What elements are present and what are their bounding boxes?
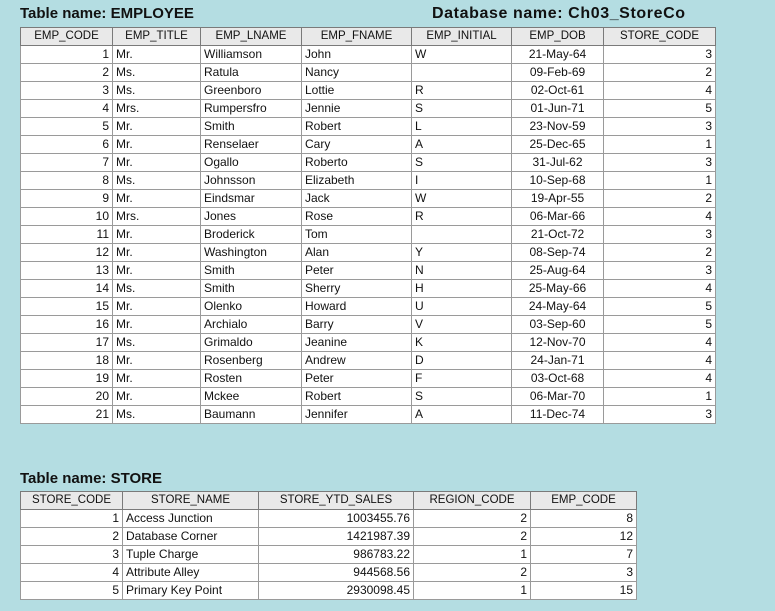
cell-store-code: 3 — [604, 154, 716, 172]
cell-emp-initial — [412, 226, 512, 244]
cell-emp-lname: Ratula — [201, 64, 302, 82]
cell-emp-initial: S — [412, 154, 512, 172]
cell-emp-title: Mr. — [113, 316, 201, 334]
cell-store-code: 3 — [21, 546, 123, 564]
cell-store-code: 2 — [604, 64, 716, 82]
cell-emp-lname: Eindsmar — [201, 190, 302, 208]
store-table-caption: Table name: STORE — [20, 470, 162, 487]
cell-emp-code: 18 — [21, 352, 113, 370]
column-header-emp-lname: EMP_LNAME — [201, 28, 302, 46]
table-row — [21, 136, 716, 154]
cell-emp-initial: F — [412, 370, 512, 388]
cell-region-code: 2 — [414, 564, 531, 582]
cell-store-code: 1 — [604, 136, 716, 154]
cell-emp-code: 8 — [21, 172, 113, 190]
cell-emp-code: 20 — [21, 388, 113, 406]
table-row — [21, 280, 716, 298]
cell-store-name: Primary Key Point — [123, 582, 259, 600]
column-header-emp-dob: EMP_DOB — [512, 28, 604, 46]
cell-emp-initial: I — [412, 172, 512, 190]
table-row — [21, 262, 716, 280]
cell-emp-title: Mr. — [113, 190, 201, 208]
cell-emp-code: 14 — [21, 280, 113, 298]
cell-emp-lname: Rosenberg — [201, 352, 302, 370]
cell-emp-code: 5 — [21, 118, 113, 136]
cell-region-code: 1 — [414, 546, 531, 564]
cell-emp-lname: Williamson — [201, 46, 302, 64]
table-row — [21, 334, 716, 352]
cell-emp-fname: Howard — [302, 298, 412, 316]
cell-emp-code: 2 — [21, 64, 113, 82]
store-table-body — [21, 510, 637, 600]
cell-region-code: 2 — [414, 510, 531, 528]
cell-store-code: 4 — [604, 280, 716, 298]
cell-emp-code: 12 — [531, 528, 637, 546]
cell-emp-code: 11 — [21, 226, 113, 244]
cell-emp-code: 3 — [531, 564, 637, 582]
cell-emp-code: 21 — [21, 406, 113, 424]
cell-emp-code: 8 — [531, 510, 637, 528]
cell-emp-dob: 25-Dec-65 — [512, 136, 604, 154]
cell-emp-code: 13 — [21, 262, 113, 280]
cell-emp-title: Mr. — [113, 46, 201, 64]
cell-store-name: Attribute Alley — [123, 564, 259, 582]
cell-emp-code: 3 — [21, 82, 113, 100]
cell-emp-dob: 08-Sep-74 — [512, 244, 604, 262]
table-row — [21, 564, 637, 582]
cell-emp-initial: N — [412, 262, 512, 280]
cell-store-ytd-sales: 2930098.45 — [259, 582, 414, 600]
cell-store-code: 5 — [604, 298, 716, 316]
cell-emp-fname: Jeanine — [302, 334, 412, 352]
cell-emp-lname: Smith — [201, 262, 302, 280]
cell-emp-dob: 10-Sep-68 — [512, 172, 604, 190]
cell-emp-code: 6 — [21, 136, 113, 154]
cell-store-code: 5 — [604, 100, 716, 118]
cell-emp-fname: Sherry — [302, 280, 412, 298]
cell-emp-title: Mrs. — [113, 208, 201, 226]
cell-emp-fname: John — [302, 46, 412, 64]
cell-emp-dob: 03-Sep-60 — [512, 316, 604, 334]
cell-emp-dob: 24-Jan-71 — [512, 352, 604, 370]
cell-store-code: 1 — [604, 388, 716, 406]
cell-emp-title: Mr. — [113, 352, 201, 370]
cell-emp-fname: Jack — [302, 190, 412, 208]
cell-emp-code: 9 — [21, 190, 113, 208]
column-header-store-ytd-sales: STORE_YTD_SALES — [259, 492, 414, 510]
cell-emp-initial: U — [412, 298, 512, 316]
column-header-emp-title: EMP_TITLE — [113, 28, 201, 46]
cell-emp-fname: Alan — [302, 244, 412, 262]
cell-emp-title: Mr. — [113, 118, 201, 136]
cell-emp-lname: Rosten — [201, 370, 302, 388]
cell-store-code: 1 — [21, 510, 123, 528]
cell-emp-lname: Grimaldo — [201, 334, 302, 352]
column-header-emp-initial: EMP_INITIAL — [412, 28, 512, 46]
cell-emp-initial: H — [412, 280, 512, 298]
cell-store-code: 4 — [604, 208, 716, 226]
cell-emp-initial: R — [412, 82, 512, 100]
store-table — [20, 491, 637, 600]
cell-emp-dob: 03-Oct-68 — [512, 370, 604, 388]
cell-emp-lname: Baumann — [201, 406, 302, 424]
cell-emp-lname: Jones — [201, 208, 302, 226]
column-header-emp-code: EMP_CODE — [531, 492, 637, 510]
column-header-emp-code: EMP_CODE — [21, 28, 113, 46]
cell-emp-dob: 02-Oct-61 — [512, 82, 604, 100]
cell-store-name: Database Corner — [123, 528, 259, 546]
cell-region-code: 2 — [414, 528, 531, 546]
cell-emp-fname: Barry — [302, 316, 412, 334]
cell-emp-lname: Broderick — [201, 226, 302, 244]
table-row — [21, 226, 716, 244]
cell-emp-code: 16 — [21, 316, 113, 334]
cell-emp-initial: A — [412, 136, 512, 154]
table-row — [21, 64, 716, 82]
cell-emp-fname: Cary — [302, 136, 412, 154]
table-row — [21, 582, 637, 600]
cell-emp-lname: Archialo — [201, 316, 302, 334]
cell-emp-lname: Greenboro — [201, 82, 302, 100]
cell-emp-title: Ms. — [113, 64, 201, 82]
column-header-store-code: STORE_CODE — [21, 492, 123, 510]
cell-emp-dob: 24-May-64 — [512, 298, 604, 316]
cell-emp-fname: Elizabeth — [302, 172, 412, 190]
cell-emp-fname: Tom — [302, 226, 412, 244]
cell-emp-initial: D — [412, 352, 512, 370]
cell-emp-lname: Ogallo — [201, 154, 302, 172]
table-row — [21, 370, 716, 388]
cell-emp-fname: Robert — [302, 388, 412, 406]
cell-store-code: 2 — [604, 244, 716, 262]
cell-emp-dob: 09-Feb-69 — [512, 64, 604, 82]
cell-emp-fname: Roberto — [302, 154, 412, 172]
cell-store-code: 4 — [604, 352, 716, 370]
table-row — [21, 208, 716, 226]
cell-emp-initial: W — [412, 46, 512, 64]
cell-emp-dob: 21-Oct-72 — [512, 226, 604, 244]
table-row — [21, 388, 716, 406]
employee-header-row — [21, 28, 716, 46]
cell-emp-dob: 19-Apr-55 — [512, 190, 604, 208]
table-row — [21, 352, 716, 370]
cell-emp-initial: W — [412, 190, 512, 208]
cell-emp-dob: 12-Nov-70 — [512, 334, 604, 352]
cell-emp-fname: Jennifer — [302, 406, 412, 424]
cell-emp-initial: S — [412, 388, 512, 406]
cell-emp-lname: Olenko — [201, 298, 302, 316]
store-header-row — [21, 492, 637, 510]
cell-store-code: 3 — [604, 262, 716, 280]
cell-emp-title: Mrs. — [113, 100, 201, 118]
cell-emp-code: 17 — [21, 334, 113, 352]
cell-emp-title: Mr. — [113, 388, 201, 406]
cell-emp-title: Mr. — [113, 298, 201, 316]
cell-emp-initial: K — [412, 334, 512, 352]
cell-emp-code: 7 — [21, 154, 113, 172]
table-row — [21, 46, 716, 64]
cell-emp-title: Mr. — [113, 136, 201, 154]
employee-table-body — [21, 46, 716, 424]
cell-emp-code: 1 — [21, 46, 113, 64]
cell-emp-dob: 06-Mar-66 — [512, 208, 604, 226]
cell-emp-title: Ms. — [113, 172, 201, 190]
cell-store-name: Access Junction — [123, 510, 259, 528]
cell-store-code: 4 — [604, 82, 716, 100]
cell-emp-code: 15 — [531, 582, 637, 600]
column-header-emp-fname: EMP_FNAME — [302, 28, 412, 46]
cell-emp-title: Ms. — [113, 334, 201, 352]
cell-emp-fname: Nancy — [302, 64, 412, 82]
cell-store-code: 3 — [604, 406, 716, 424]
cell-emp-fname: Peter — [302, 262, 412, 280]
cell-store-name: Tuple Charge — [123, 546, 259, 564]
cell-emp-initial: A — [412, 406, 512, 424]
cell-store-code: 3 — [604, 226, 716, 244]
cell-emp-dob: 25-May-66 — [512, 280, 604, 298]
cell-emp-dob: 31-Jul-62 — [512, 154, 604, 172]
cell-emp-lname: Smith — [201, 118, 302, 136]
cell-emp-code: 7 — [531, 546, 637, 564]
cell-emp-fname: Lottie — [302, 82, 412, 100]
cell-emp-dob: 21-May-64 — [512, 46, 604, 64]
table-row — [21, 546, 637, 564]
cell-store-code: 2 — [21, 528, 123, 546]
cell-emp-initial: S — [412, 100, 512, 118]
cell-emp-dob: 11-Dec-74 — [512, 406, 604, 424]
cell-emp-dob: 06-Mar-70 — [512, 388, 604, 406]
employee-table — [20, 27, 716, 424]
cell-store-ytd-sales: 1421987.39 — [259, 528, 414, 546]
cell-emp-title: Ms. — [113, 280, 201, 298]
table-row — [21, 406, 716, 424]
cell-emp-code: 4 — [21, 100, 113, 118]
cell-emp-title: Mr. — [113, 262, 201, 280]
cell-emp-initial: Y — [412, 244, 512, 262]
table-row — [21, 528, 637, 546]
cell-emp-title: Mr. — [113, 244, 201, 262]
cell-emp-lname: Mckee — [201, 388, 302, 406]
cell-store-code: 1 — [604, 172, 716, 190]
cell-emp-title: Ms. — [113, 82, 201, 100]
column-header-store-code: STORE_CODE — [604, 28, 716, 46]
cell-emp-initial: L — [412, 118, 512, 136]
cell-store-code: 4 — [21, 564, 123, 582]
cell-emp-code: 15 — [21, 298, 113, 316]
cell-store-code: 3 — [604, 118, 716, 136]
database-name-caption: Database name: Ch03_StoreCo — [432, 5, 686, 22]
cell-store-ytd-sales: 944568.56 — [259, 564, 414, 582]
cell-emp-fname: Robert — [302, 118, 412, 136]
table-row — [21, 190, 716, 208]
cell-store-code: 5 — [21, 582, 123, 600]
cell-emp-dob: 23-Nov-59 — [512, 118, 604, 136]
table-row — [21, 154, 716, 172]
table-row — [21, 172, 716, 190]
cell-emp-code: 19 — [21, 370, 113, 388]
cell-emp-title: Mr. — [113, 154, 201, 172]
column-header-region-code: REGION_CODE — [414, 492, 531, 510]
cell-store-code: 4 — [604, 370, 716, 388]
cell-emp-fname: Jennie — [302, 100, 412, 118]
table-row — [21, 316, 716, 334]
cell-emp-lname: Renselaer — [201, 136, 302, 154]
cell-emp-fname: Andrew — [302, 352, 412, 370]
cell-emp-initial: R — [412, 208, 512, 226]
cell-region-code: 1 — [414, 582, 531, 600]
cell-store-ytd-sales: 1003455.76 — [259, 510, 414, 528]
cell-emp-initial: V — [412, 316, 512, 334]
cell-emp-fname: Peter — [302, 370, 412, 388]
column-header-store-name: STORE_NAME — [123, 492, 259, 510]
cell-emp-lname: Smith — [201, 280, 302, 298]
table-row — [21, 118, 716, 136]
table-row — [21, 82, 716, 100]
cell-emp-code: 12 — [21, 244, 113, 262]
cell-emp-fname: Rose — [302, 208, 412, 226]
cell-emp-title: Ms. — [113, 406, 201, 424]
cell-emp-dob: 25-Aug-64 — [512, 262, 604, 280]
cell-emp-initial — [412, 64, 512, 82]
cell-emp-title: Mr. — [113, 370, 201, 388]
cell-emp-lname: Washington — [201, 244, 302, 262]
cell-emp-dob: 01-Jun-71 — [512, 100, 604, 118]
table-row — [21, 244, 716, 262]
table-row — [21, 298, 716, 316]
cell-store-code: 5 — [604, 316, 716, 334]
cell-store-code: 4 — [604, 334, 716, 352]
cell-store-code: 3 — [604, 46, 716, 64]
cell-store-ytd-sales: 986783.22 — [259, 546, 414, 564]
cell-emp-lname: Johnsson — [201, 172, 302, 190]
table-row — [21, 100, 716, 118]
employee-table-caption: Table name: EMPLOYEE — [20, 5, 194, 22]
cell-emp-code: 10 — [21, 208, 113, 226]
table-row — [21, 510, 637, 528]
cell-store-code: 2 — [604, 190, 716, 208]
cell-emp-title: Mr. — [113, 226, 201, 244]
cell-emp-lname: Rumpersfro — [201, 100, 302, 118]
